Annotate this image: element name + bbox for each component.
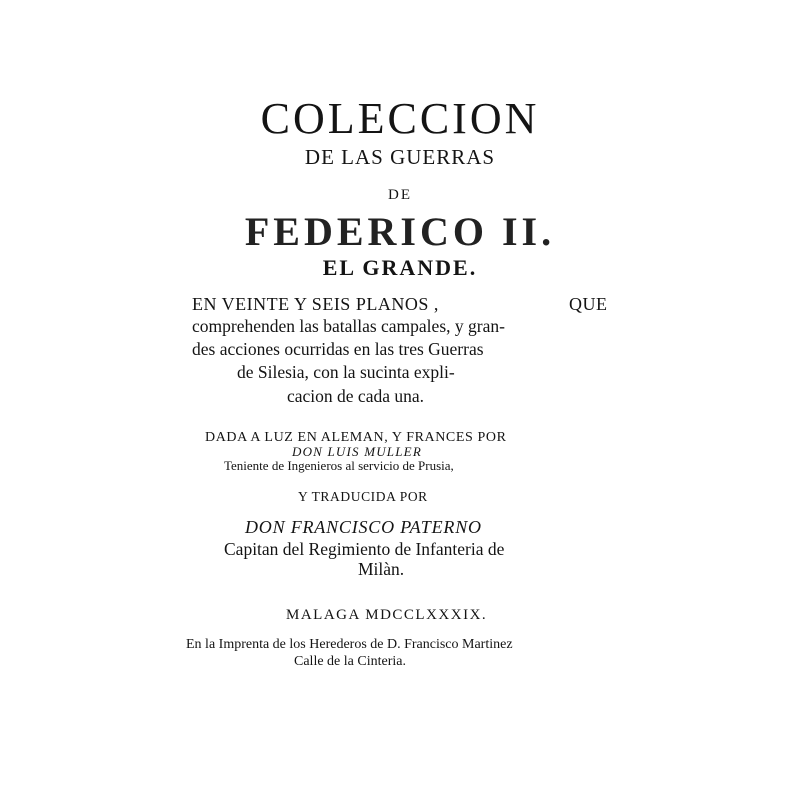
author-name: DON LUIS MULLER	[292, 444, 422, 459]
description-line-3: des acciones ocurridas en las tres Guerras	[192, 339, 484, 359]
preposition-de: DE	[388, 187, 412, 203]
description-line-1a: EN VEINTE Y SEIS PLANOS ,	[192, 294, 439, 314]
book-subtitle: DE LAS GUERRAS	[304, 145, 496, 169]
imprint-printer: En la Imprenta de los Herederos de D. Francisco Martinez	[186, 637, 513, 652]
description-line-4: de Silesia, con la sucinta expli-	[237, 362, 455, 382]
description-line-1b: QUE	[569, 294, 608, 314]
imprint-place-year: MALAGA MDCCLXXXIX.	[286, 607, 488, 623]
imprint-address: Calle de la Cinteria.	[294, 654, 406, 669]
publication-note: DADA A LUZ EN ALEMAN, Y FRANCES POR	[205, 430, 507, 445]
translated-by: Y TRADUCIDA POR	[298, 489, 428, 504]
author-role: Teniente de Ingenieros al servicio de Prusia,	[224, 458, 454, 473]
subject-epithet: EL GRANDE.	[322, 255, 478, 280]
translator-role-2: Milàn.	[358, 559, 405, 579]
book-title: COLECCION	[260, 94, 540, 143]
translator-role-1: Capitan del Regimiento de Infanteria de	[224, 539, 505, 559]
description-line-5: cacion de cada una.	[287, 386, 425, 406]
subject-name: FEDERICO II.	[244, 209, 556, 254]
translator-name: DON FRANCISCO PATERNO	[245, 517, 482, 537]
description-line-2: comprehenden las batallas campales, y gran-	[192, 316, 505, 336]
